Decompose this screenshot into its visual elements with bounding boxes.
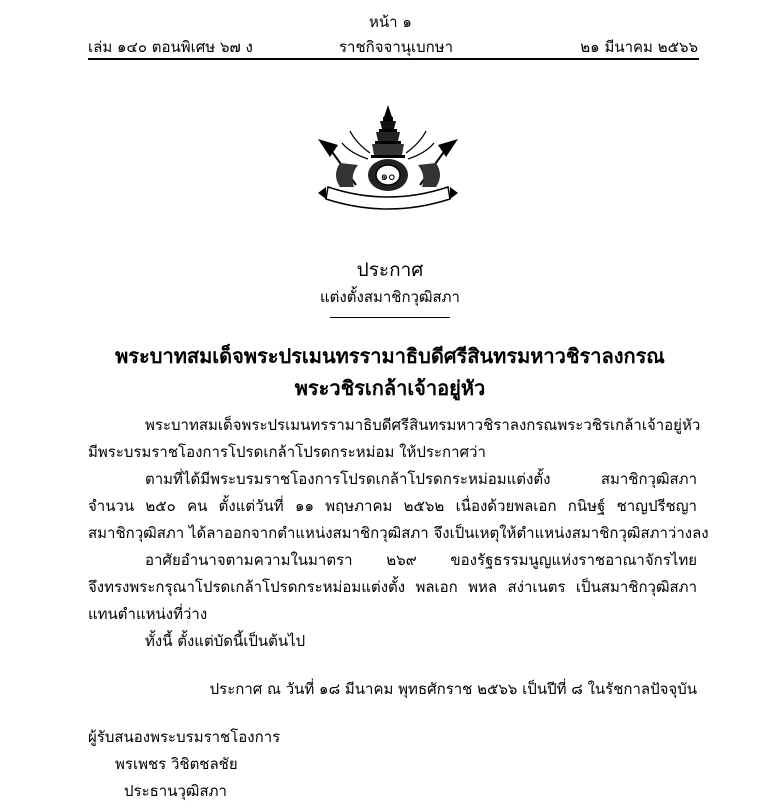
body-text: เนื่องด้วยพลเอก	[455, 497, 557, 515]
countersign-position: ประธานวุฒิสภา	[124, 782, 227, 800]
paragraph-2-line-3: สมาชิกวุฒิสภา ได้ลาออกจากตำแหน่งสมาชิกวุฒิสภา จึงเป็นเหตุให้ตำแหน่งสมาชิกวุฒิสภาว่างลง	[88, 524, 709, 542]
gazette-name: ราชกิจจานุเบกษา	[339, 38, 454, 56]
given-at-line: ประกาศ ณ วันที่ ๑๘ มีนาคม พุทธศักราช ๒๕๖๖ เป็นปีที่ ๘ ในรัชกาลปัจจุบัน	[209, 680, 697, 698]
header-rule	[88, 58, 699, 60]
svg-text:๑๐: ๑๐	[380, 169, 396, 183]
body-text: ๑๑	[294, 497, 315, 515]
body-text: ตามที่ได้มีพระบรมราชโองการโปรดเกล้าโปรดกระหม่อมแต่งตั้ง	[145, 470, 551, 488]
subject-underline	[330, 317, 450, 318]
countersign-name: พรเพชร วิชิตชลชัย	[115, 755, 238, 773]
body-text: พระบาทสมเด็จพระปรเมนทรรามาธิบดีศรีสินทรมหาวชิราลงกรณ	[145, 416, 558, 434]
body-text: สมาชิกวุฒิสภา	[600, 470, 697, 488]
gazette-date: ๒๑ มีนาคม ๒๕๖๖	[580, 38, 698, 56]
paragraph-3-line-1	[145, 548, 697, 572]
body-text: ตั้งแต่วันที่	[218, 497, 284, 515]
body-text: ของรัฐธรรมนูญแห่งราชอาณาจักรไทย	[450, 551, 697, 569]
page-number: หน้า ๑	[369, 13, 412, 31]
king-title-line2: พระวชิรเกล้าเจ้าอยู่หัว	[294, 376, 486, 400]
paragraph-3-line-3: แทนตำแหน่งที่ว่าง	[88, 605, 208, 623]
announcement-title: ประกาศ	[356, 259, 424, 281]
royal-garuda-emblem-icon	[310, 103, 466, 219]
announcement-subject: แต่งตั้งสมาชิกวุฒิสภา	[320, 288, 460, 306]
paragraph-4: ทั้งนี้ ตั้งแต่บัดนี้เป็นต้นไป	[145, 632, 306, 650]
paragraph-2-line-1	[145, 467, 697, 491]
body-text: คน	[187, 497, 208, 515]
countersign-label: ผู้รับสนองพระบรมราชโองการ	[88, 728, 281, 746]
paragraph-3-line-2	[88, 575, 697, 599]
body-text: พหล	[468, 578, 498, 596]
body-text: จึงทรงพระกรุณาโปรดเกล้าโปรดกระหม่อมแต่งตั้ง	[88, 578, 406, 596]
body-text: พระวชิรเกล้าเจ้าอยู่หัว	[557, 416, 701, 434]
body-text: กนิษฐ์	[567, 497, 606, 515]
body-text: พฤษภาคม	[325, 497, 393, 515]
paragraph-2-line-2	[88, 494, 697, 518]
body-text: สง่าเนตร	[507, 578, 566, 596]
body-text: ๒๖๙	[386, 551, 417, 569]
body-text: ๒๕๖๒	[403, 497, 445, 515]
body-text: อาศัยอำนาจตามความในมาตรา	[145, 551, 353, 569]
king-title-line1: พระบาทสมเด็จพระปรเมนทรรามาธิบดีศรีสินทรมหาวชิราลงกรณ	[115, 344, 665, 368]
gazette-volume: เล่ม ๑๔๐ ตอนพิเศษ ๖๗ ง	[88, 38, 253, 56]
paragraph-1-line-2: มีพระบรมราชโองการโปรดเกล้าโปรดกระหม่อม ให้ประกาศว่า	[88, 443, 486, 461]
body-text: จำนวน	[88, 497, 135, 515]
body-text: เป็นสมาชิกวุฒิสภา	[575, 578, 697, 596]
body-text: พลเอก	[415, 578, 458, 596]
body-text: ๒๕๐	[145, 497, 176, 515]
body-text: ชาญปรีชญา	[616, 497, 697, 515]
paragraph-1-line-1	[145, 413, 701, 437]
